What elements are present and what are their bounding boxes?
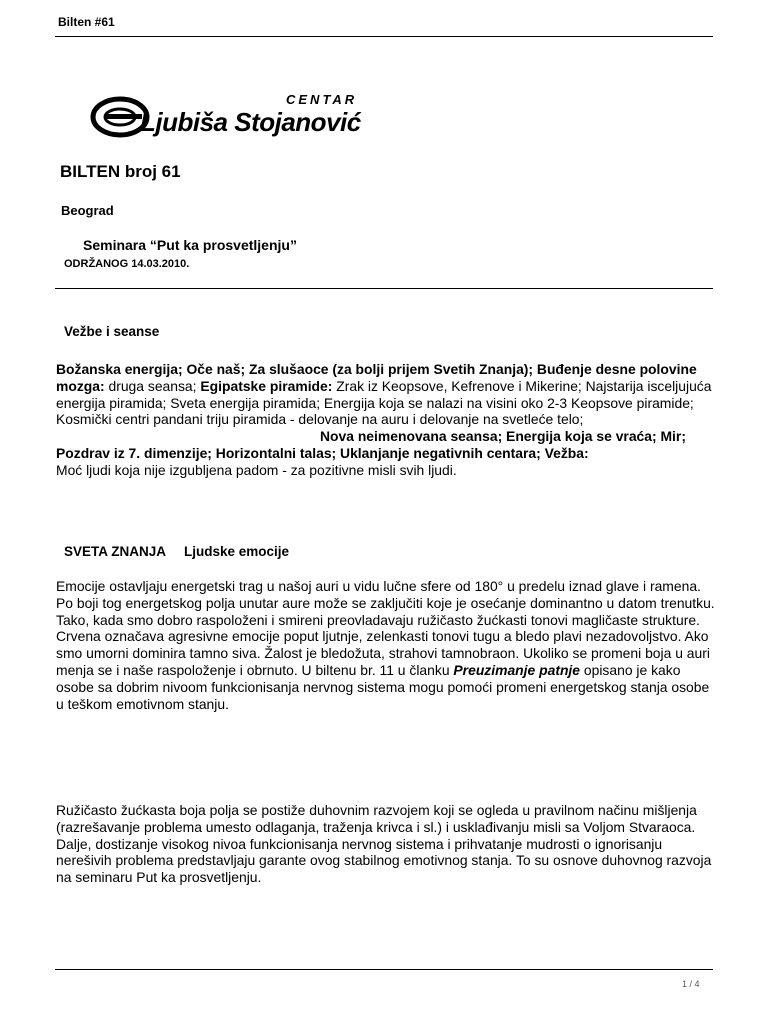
section2-paragraph-1	[56, 578, 720, 712]
article-title: Preuzimanje patnje	[453, 661, 581, 678]
section1-bold-c: Egipatske piramide:	[200, 377, 333, 394]
section2-heading-a: SVETA ZNANJA	[64, 544, 167, 559]
seminar-title: Seminara “Put ka prosvetljenju”	[83, 237, 297, 253]
section1-text-d: Zrak iz Keopsove, Kefrenove i Mikerine; Najstarija isceljujuća energija piramida; Sveta energija piramida; Energija koja se nalazi na visini oko 2-3 Keopsove piramide; Kosmički centri pandani triju piramida - delovanje na auru i delovanje na svetleće telo;	[56, 377, 712, 428]
section2-heading	[64, 544, 307, 559]
section1-paragraph	[56, 361, 720, 479]
header-divider	[55, 36, 713, 37]
section2-p1-text-a: Emocije ostavljaju energetski trag u našoj auri u vidu lučne sfere od 180° u predelu iznad glave i ramena. Po boji tog energetskog polja unutar aure može se zaključiti koje je osećanje dominantno u datom trenutku. Tako, kada smo dobro raspoloženi i smireni preovladavaju ružičasto žućkasti tonovi magličaste strukture. Crvena označava agresivne emocije poput ljutnje, zelenkasti tonovi tugu a bledo plavi nezadovoljstvo. Ako smo umorni dominira tamno siva. Žalost je bledožuta, strahovi tamnobraon. Ukoliko se promeni boja u auri menja se i naše raspoloženje i obrnuto. U biltenu br. 11 u članku	[56, 578, 715, 678]
section2-paragraph-2: Ružičasto žućkasta boja polja se postiže duhovnim razvojem koji se ogleda u pravilnom načinu mišljenja (razrešavanje problema umesto odlaganja, traženja krivca i sl.) i usklađivanju misli sa Voljom Stvaraoca. Dalje, dostizanje visokog nivoa funkcionisanja nervnog sistema i prihvatanje mudrosti o ignorisanju nerešivih problema predstavljaju garante ovog stabilnog emotivnog stanja. To su osnove duhovnog razvoja na seminaru Put ka prosvetljenju.	[56, 802, 712, 886]
section1-text-b: druga seansa;	[104, 377, 201, 394]
section2-heading-b: Ljudske emocije	[184, 544, 290, 559]
seminar-date: ODRŽANOG 14.03.2010.	[64, 258, 190, 270]
section2-p1-text-c: opisano je kako osobe sa dobrim nivoom funkcionisanja nervnog sistema mogu pomoći promeni energetskog stanja osobe u teškom emotivnom stanju.	[56, 661, 710, 712]
section-divider	[55, 288, 713, 289]
logo-centar-text: CENTAR	[286, 92, 358, 107]
section1-bold-e: Nova neimenovana seansa; Energija koja se vraća; Mir; Pozdrav iz 7. dimenzije; Horizontalni talas; Uklanjanje negativnih centara; Vežba:	[56, 428, 686, 461]
center-logo	[90, 92, 360, 142]
section1-bold-a: Božanska energija; Oče naš; Za slušaoce (za bolji prijem Svetih Znanja); Buđenje desne polovine mozga:	[56, 361, 697, 394]
section1-heading: Vežbe i seanse	[64, 324, 160, 339]
city-label: Beograd	[61, 203, 114, 218]
logo-name-text: Ljubiša Stojanović	[140, 107, 361, 137]
section1-text-f: Moć ljudi koja nije izgubljena padom - za pozitivne misli svih ljudi.	[56, 461, 457, 478]
footer-divider	[55, 969, 713, 970]
page-number: 1 / 4	[682, 979, 700, 989]
document-title: BILTEN broj 61	[60, 162, 181, 181]
running-header: Bilten #61	[58, 15, 115, 29]
